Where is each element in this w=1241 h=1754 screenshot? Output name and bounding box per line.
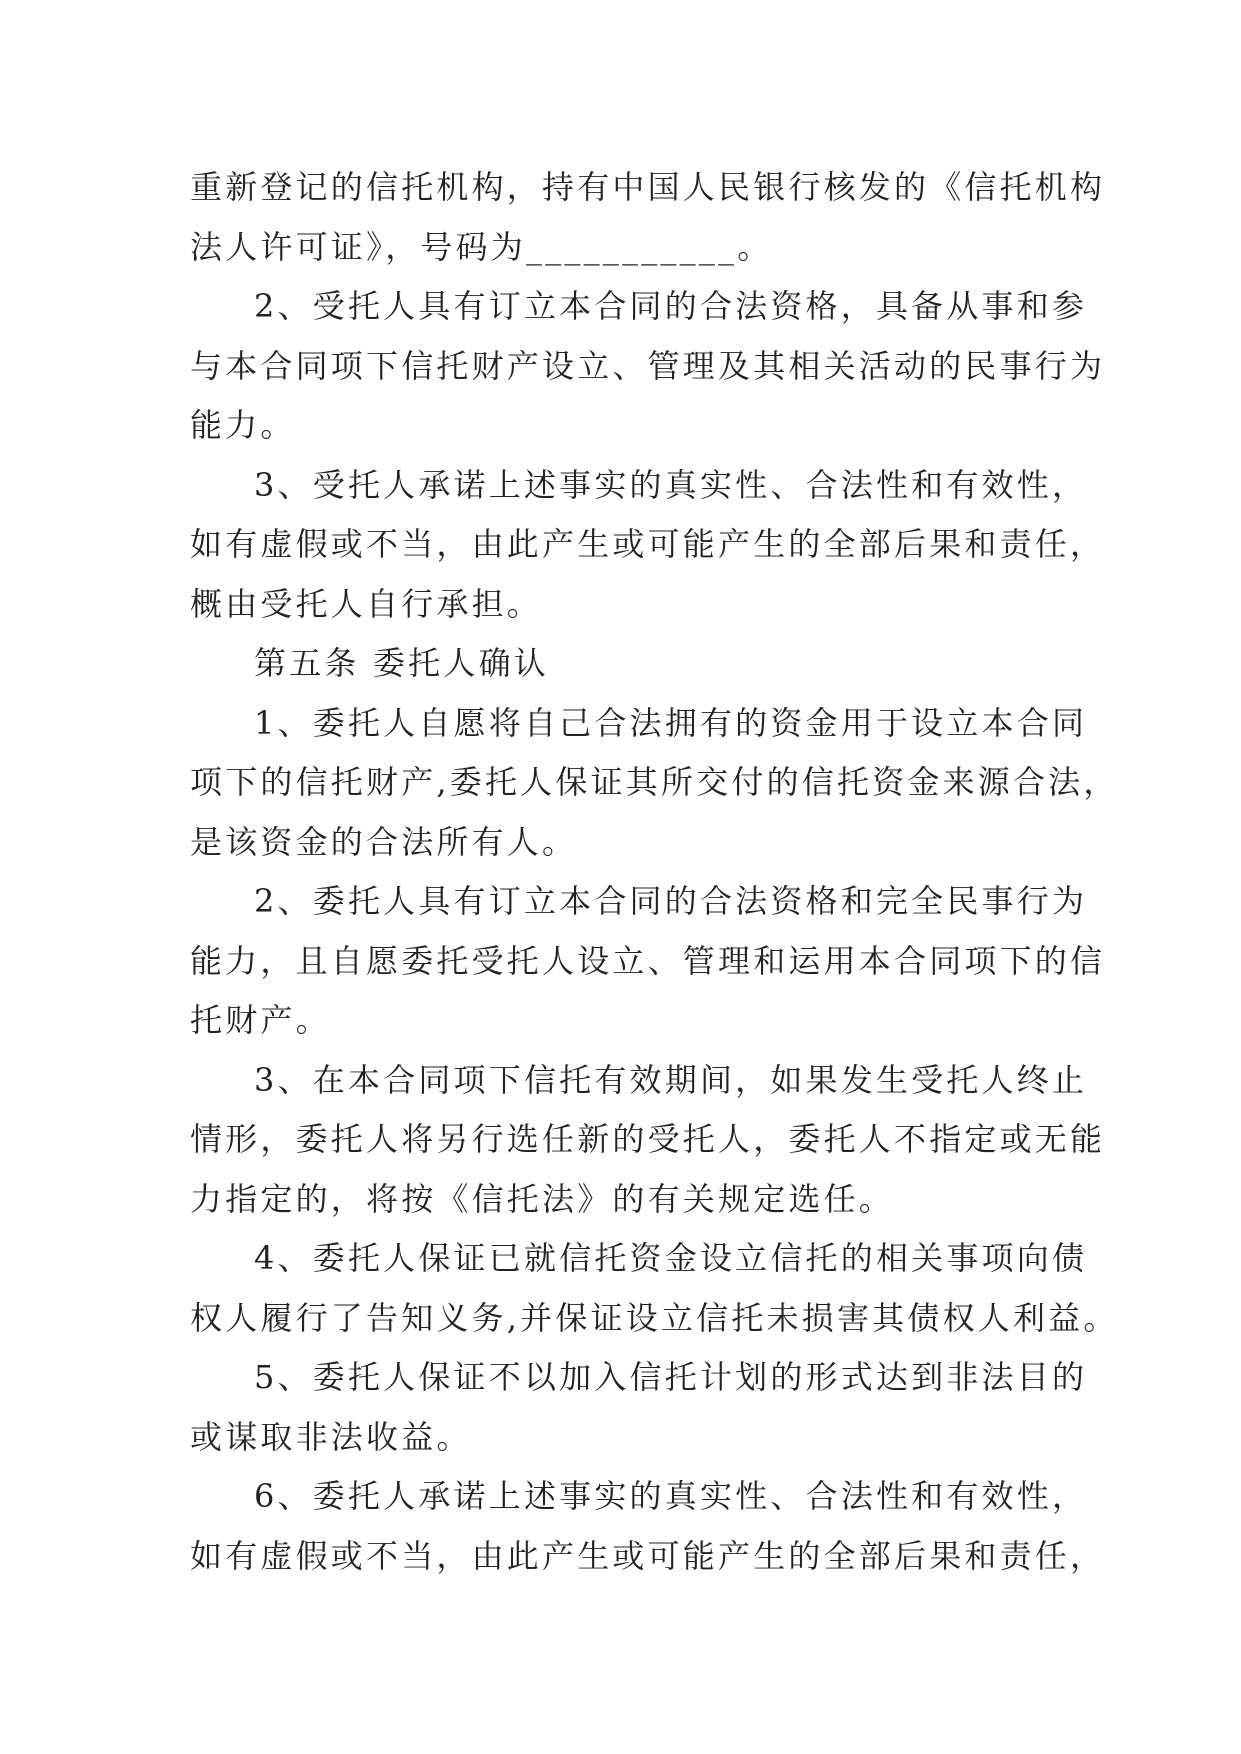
paragraph-start: 3、受托人承诺上述事实的真实性、合法性和有效性，: [254, 465, 1088, 504]
text-line: 概由受托人自行承担。: [190, 584, 543, 623]
paragraph-start: 2、委托人具有订立本合同的合法资格和完全民事行为: [254, 882, 1088, 920]
text-line: 权人履行了告知义务,并保证设立信托未损害其债权人利益。: [190, 1298, 1119, 1337]
text-line: 如有虚假或不当，由此产生或可能产生的全部后果和责任，: [190, 525, 1106, 563]
paragraph-start: 1、委托人自愿将自己合法拥有的资金用于设立本合同: [254, 703, 1088, 742]
paragraph-start: 5、委托人保证不以加入信托计划的形式达到非法目的: [254, 1358, 1088, 1396]
paragraph-start: 3、在本合同项下信托有效期间，如果发生受托人终止: [254, 1060, 1088, 1099]
section-heading: 第五条 委托人确认: [254, 644, 549, 682]
text-line: 能力，且自愿委托受托人设立、管理和运用本合同项下的信: [190, 941, 1106, 980]
text-line: 能力。: [190, 406, 296, 444]
text-line: 力指定的，将按《信托法》的有关规定选任。: [190, 1179, 895, 1218]
text-line: 或谋取非法收益。: [190, 1417, 472, 1456]
paragraph-start: 6、委托人承诺上述事实的真实性、合法性和有效性，: [254, 1477, 1088, 1515]
document-body: [190, 158, 1119, 1586]
text-line: 托财产。: [190, 1001, 331, 1039]
text-line: 如有虚假或不当，由此产生或可能产生的全部后果和责任，: [190, 1536, 1106, 1575]
paragraph-start: 2、受托人具有订立本合同的合法资格，具备从事和参: [254, 287, 1088, 325]
text-line: 与本合同项下信托财产设立、管理及其相关活动的民事行为: [190, 346, 1106, 385]
text-line: 重新登记的信托机构，持有中国人民银行核发的《信托机构: [190, 168, 1106, 206]
paragraph-start: 4、委托人保证已就信托资金设立信托的相关事项向债: [254, 1239, 1088, 1277]
text-line: 是该资金的合法所有人。: [190, 822, 578, 861]
text-line: 法人许可证》，号码为___________。: [190, 227, 773, 266]
text-line: 项下的信托财产,委托人保证其所交付的信托资金来源合法，: [190, 763, 1119, 801]
text-line: 情形，委托人将另行选任新的受托人，委托人不指定或无能: [190, 1120, 1106, 1158]
